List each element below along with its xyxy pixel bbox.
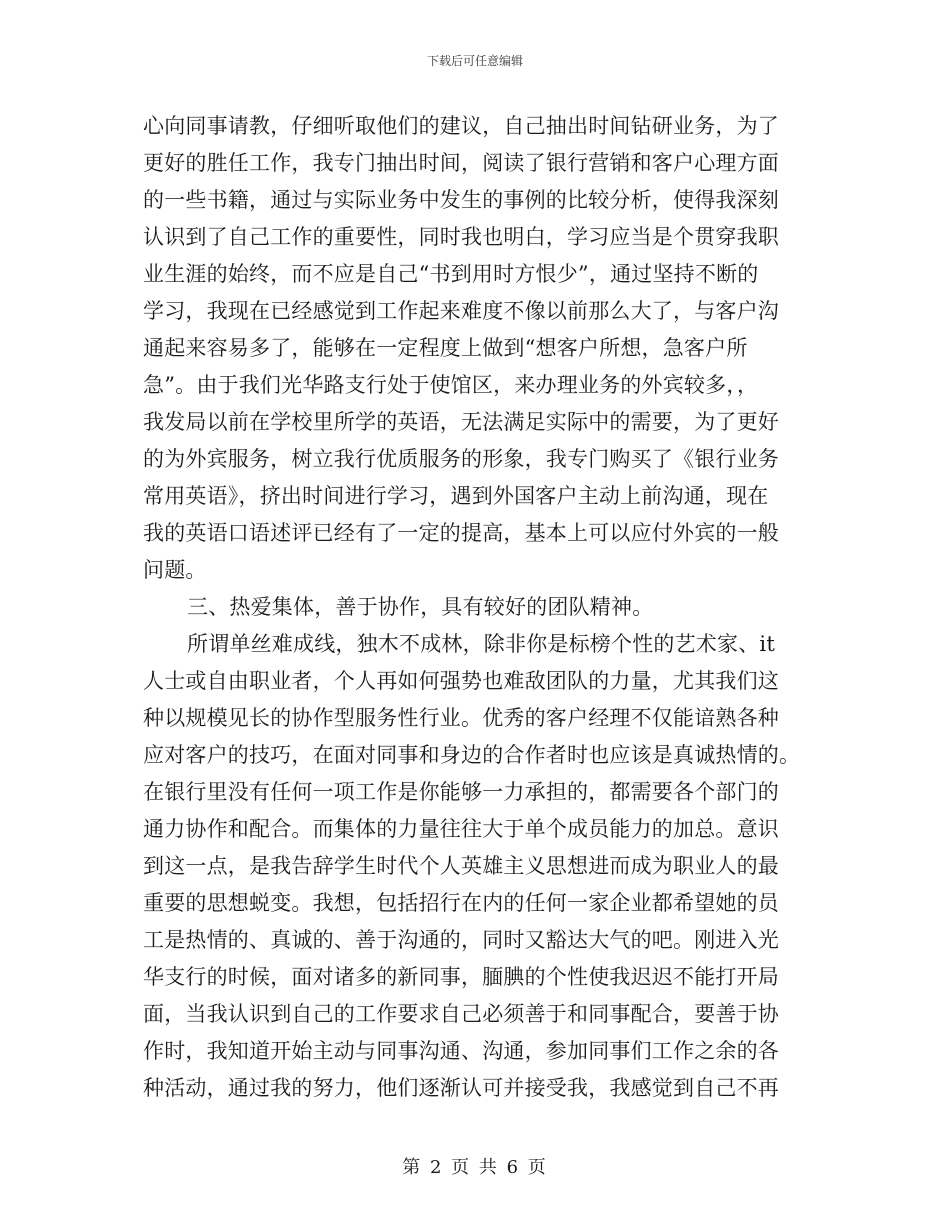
text-line: 人士或自由职业者，个人再如何强势也难敌团队的力量，尤其我们这	[143, 669, 779, 693]
text-line: 业生涯的始终，而不应是自己“书到用时方恨少”，通过坚持不断的	[143, 262, 759, 286]
text-line: 所谓单丝难成线，独木不成林，除非你是标榜个性的艺术家、it	[187, 632, 775, 656]
text-line: 通力协作和配合。而集体的力量往往大于单个成员能力的加总。意识	[143, 817, 779, 841]
text-line: 我发局以前在学校里所学的英语，无法满足实际中的需要，为了更好	[143, 410, 779, 434]
text-line: 更好的胜任工作，我专门抽出时间，阅读了银行营销和客户心理方面	[143, 151, 779, 175]
text-line: 通起来容易多了，能够在一定程度上做到“想客户所想，急客户所	[143, 336, 748, 360]
text-line: 心向同事请教，仔细听取他们的建议，自己抽出时间钻研业务，为了	[143, 114, 779, 138]
document-body	[143, 108, 803, 1107]
page-number: 第 2 页 共 6 页	[402, 1157, 548, 1178]
text-line: 种活动，通过我的努力，他们逐渐认可并接受我，我感觉到自己不再	[143, 1076, 779, 1100]
page-header: 下载后可任意编辑	[426, 54, 523, 68]
text-line: 的为外宾服务，树立我行优质服务的形象，我专门购买了《银行业务	[143, 447, 779, 471]
text-line: 工是热情的、真诚的、善于沟通的，同时又豁达大气的吧。刚进入光	[143, 928, 779, 952]
text-line: 应对客户的技巧，在面对同事和身边的合作者时也应该是真诚热情的。	[143, 743, 801, 767]
text-line: 种以规模见长的协作型服务性行业。优秀的客户经理不仅能谙熟各种	[143, 706, 779, 730]
text-line: 的一些书籍，通过与实际业务中发生的事例的比较分析，使得我深刻	[143, 188, 779, 212]
text-line: 面，当我认识到自己的工作要求自己必须善于和同事配合，要善于协	[143, 1002, 779, 1026]
text-line: 认识到了自己工作的重要性，同时我也明白，学习应当是个贯穿我职	[143, 225, 779, 249]
text-line: 学习，我现在已经感觉到工作起来难度不像以前那么大了，与客户沟	[143, 299, 779, 323]
text-line: 到这一点，是我告辞学生时代个人英雄主义思想进而成为职业人的最	[143, 854, 779, 878]
text-line: 作时，我知道开始主动与同事沟通、沟通，参加同事们工作之余的各	[143, 1039, 779, 1063]
text-line: 问题。	[143, 558, 207, 582]
text-line: 常用英语》，挤出时间进行学习，遇到外国客户主动上前沟通，现在	[143, 484, 769, 508]
text-line: 华支行的时候，面对诸多的新同事，腼腆的个性使我迟迟不能打开局	[143, 965, 779, 989]
text-line: 我的英语口语述评已经有了一定的提高，基本上可以应付外宾的一般	[143, 521, 779, 545]
section-heading: 三、热爱集体，善于协作，具有较好的团队精神。	[187, 595, 654, 619]
text-line: 重要的思想蜕变。我想，包括招行在内的任何一家企业都希望她的员	[143, 891, 779, 915]
text-line: 在银行里没有任何一项工作是你能够一力承担的，都需要各个部门的	[143, 780, 779, 804]
text-line: 急”。由于我们光华路支行处于使馆区，来办理业务的外宾较多，，	[143, 373, 759, 397]
